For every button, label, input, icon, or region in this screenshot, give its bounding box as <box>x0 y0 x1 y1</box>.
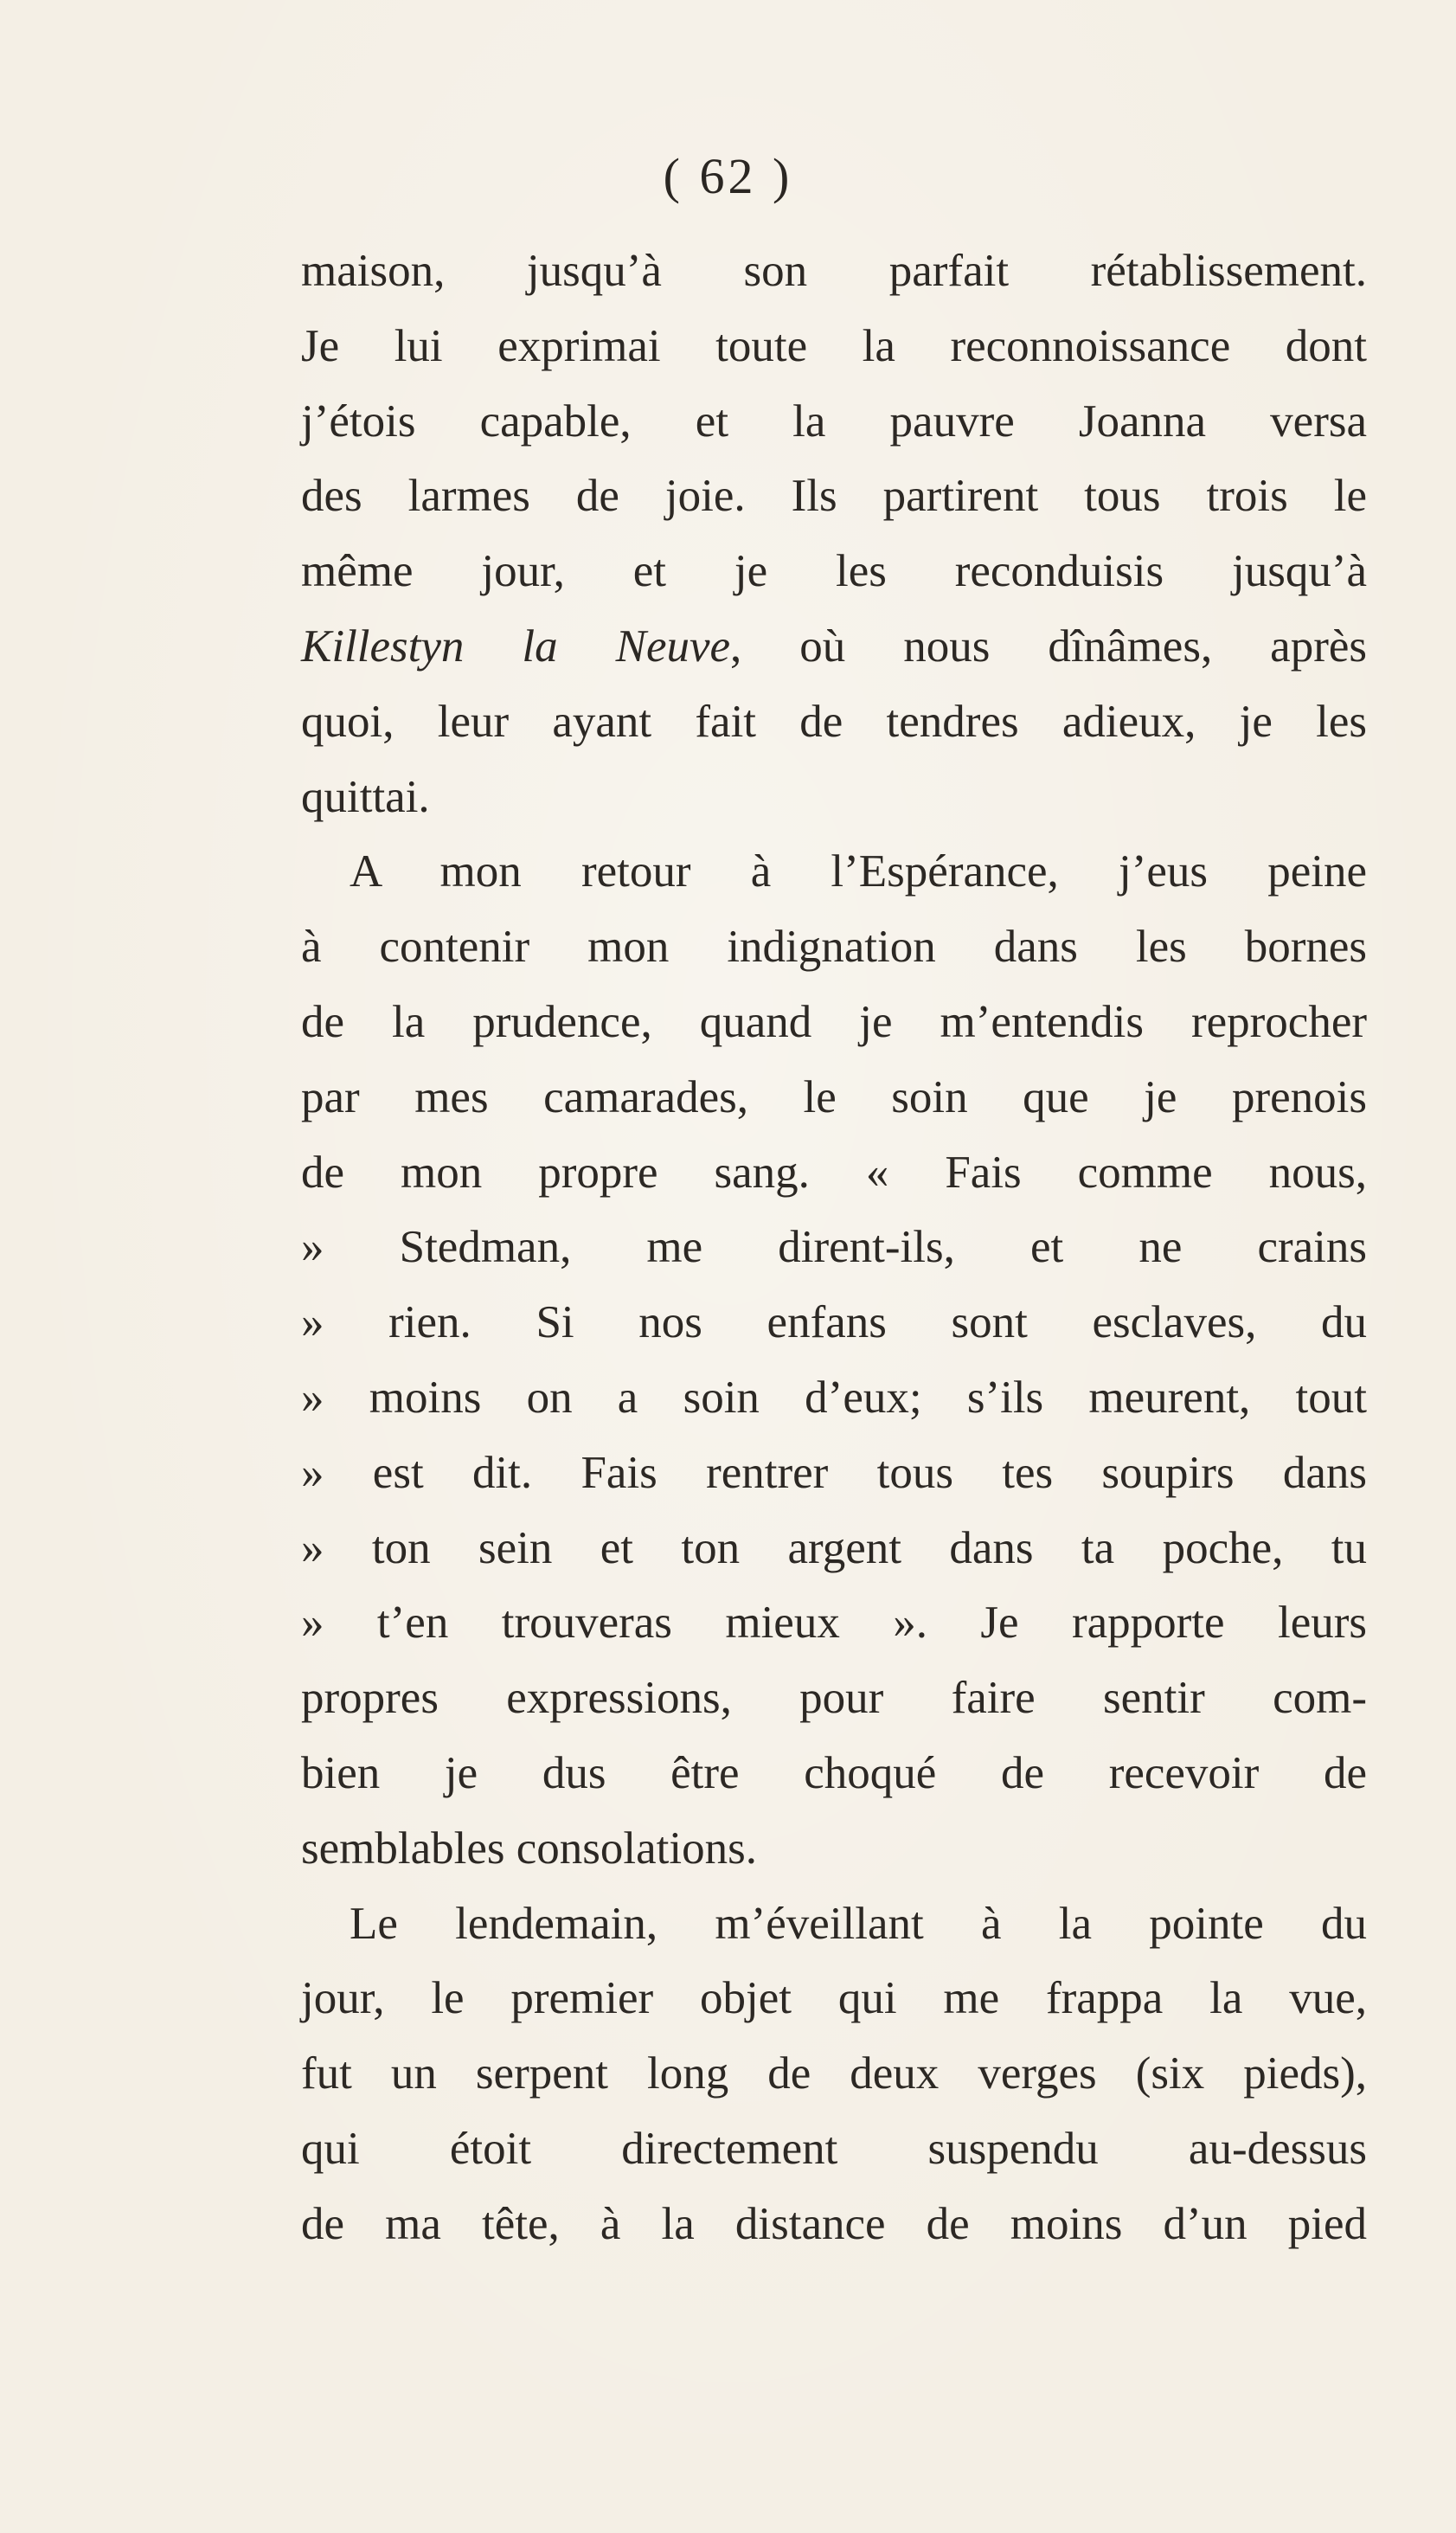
text-line: de mon propre sang. « Fais comme nous, <box>301 1147 1367 1198</box>
text-line: fut un serpent long de deux verges (six pieds), <box>301 2048 1367 2099</box>
text-line: semblables consolations. <box>301 1823 757 1874</box>
text-line: quittai. <box>301 771 430 822</box>
text-line-rest: , où nous dînâmes, après <box>730 620 1367 672</box>
text-line: » est dit. Fais rentrer tous tes soupirs dans <box>301 1447 1367 1498</box>
text-line: des larmes de joie. Ils partirent tous trois le <box>301 471 1367 522</box>
text-line: par mes camarades, le soin que je prenois <box>301 1071 1367 1122</box>
page-body-text <box>301 234 1367 2262</box>
text-line: » ton sein et ton argent dans ta poche, tu <box>301 1522 1367 1573</box>
text-line: Le lendemain, m’éveillant à la pointe du <box>350 1898 1367 1949</box>
text-line: » moins on a soin d’eux; s’ils meurent, tout <box>301 1372 1367 1423</box>
text-line: » rien. Si nos enfans sont esclaves, du <box>301 1297 1367 1348</box>
page-number-header: ( 62 ) <box>663 148 793 204</box>
text-line: même jour, et je les reconduisis jusqu’à <box>301 546 1367 597</box>
text-line: quoi, leur ayant fait de tendres adieux, je les <box>301 696 1367 747</box>
text-line: maison, jusqu’à son parfait rétablissement. <box>301 246 1367 296</box>
italic-place-name: Killestyn la Neuve <box>301 620 731 672</box>
text-line: » t’en trouveras mieux ». Je rapporte leurs <box>301 1598 1367 1649</box>
text-line: qui étoit directement suspendu au-dessus <box>301 2123 1367 2174</box>
text-line: de ma tête, à la distance de moins d’un pied <box>301 2198 1367 2249</box>
text-line: de la prudence, quand je m’entendis reprocher <box>301 996 1367 1047</box>
text-line: propres expressions, pour faire sentir com- <box>301 1673 1367 1724</box>
text-line-with-italic <box>301 609 1367 685</box>
text-line: à contenir mon indignation dans les bornes <box>301 922 1367 973</box>
text-line: Je lui exprimai toute la reconnoissance dont <box>301 320 1367 371</box>
text-line: » Stedman, me dirent-ils, et ne crains <box>301 1222 1367 1273</box>
text-line: j’étois capable, et la pauvre Joanna versa <box>301 395 1367 447</box>
text-line: A mon retour à l’Espérance, j’eus peine <box>350 846 1367 897</box>
text-line: jour, le premier objet qui me frappa la vue, <box>301 1973 1367 2024</box>
text-line: bien je dus être choqué de recevoir de <box>301 1747 1367 1798</box>
